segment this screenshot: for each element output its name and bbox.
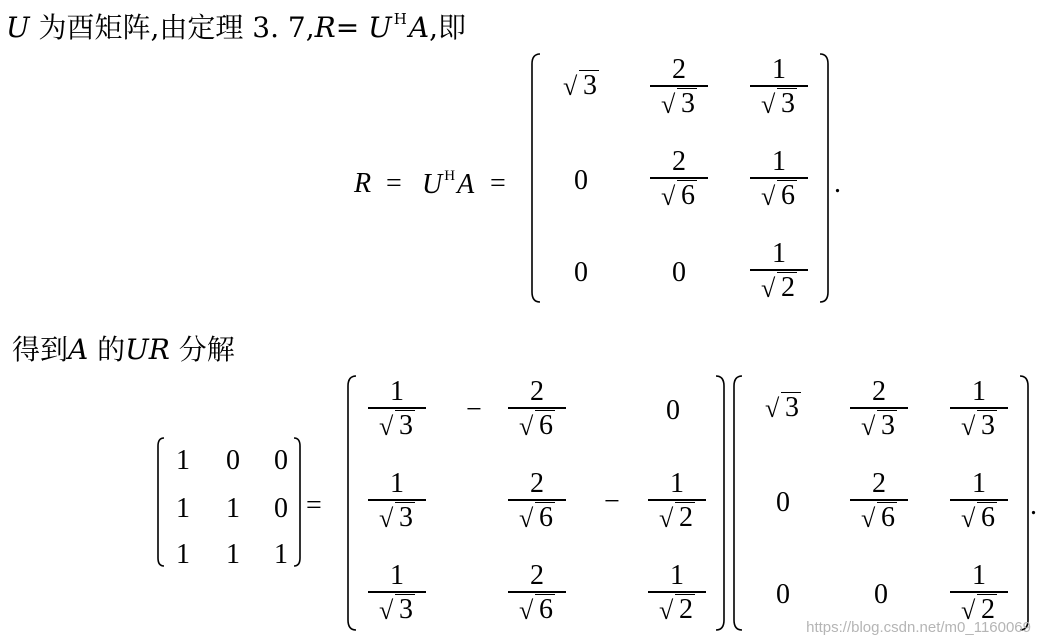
a-matrix-cell: 0 [226,445,240,476]
intro-line [6,6,466,46]
intro-tail: ,即 [429,11,466,44]
r13: 1 √ 3 [744,56,814,119]
a-matrix-cell: 0 [274,445,288,476]
equals-sign: = [335,11,369,44]
r2-13: 1 √ 3 [944,378,1014,441]
eq1-period: . [834,168,841,199]
r2-33: 1 √ 2 [944,562,1014,625]
r2-11: √ 3 [765,392,799,423]
a-matrix-cell: 0 [274,493,288,524]
r21: 0 [574,165,588,196]
r2-32: 0 [874,579,888,610]
a-matrix-cell: 1 [274,539,288,570]
u12-sign: − [466,394,482,425]
r2-21: 0 [776,487,790,518]
eq1-equals-2: = [490,168,506,199]
r12: 2 √ 3 [644,56,714,119]
hermitian-superscript: H [393,10,407,28]
a-matrix-cell: 1 [176,445,190,476]
eq1-equals: = [386,168,402,199]
r31: 0 [574,257,588,288]
u11: 1 √ 3 [362,378,432,441]
watermark: https://blog.csdn.net/m0_1160069 [806,619,1031,636]
r2-23: 1 √ 6 [944,470,1014,533]
r2-22: 2 √ 6 [844,470,914,533]
u31: 1 √ 3 [362,562,432,625]
a-matrix-cell: 1 [226,493,240,524]
u33: 1 √ 2 [642,562,712,625]
r23: 1 √ 6 [744,148,814,211]
eq1-uha: U $^H$A [422,168,475,200]
u13: 0 [666,395,680,426]
r33: 1 √ 2 [744,240,814,303]
u23: 1 √ 2 [642,470,712,533]
eq2-period: . [1030,490,1037,521]
eq1-r: R [354,168,372,199]
symbol-r: R [314,11,336,44]
r11: √ 3 [563,70,597,101]
symbol-u: U [368,11,392,44]
r22: 2 √ 6 [644,148,714,211]
symbol-a: A [408,11,430,44]
a-matrix-cell: 1 [176,539,190,570]
symbol-u: U [6,11,30,44]
u21: 1 √ 3 [362,470,432,533]
r2-31: 0 [776,579,790,610]
r2-12: 2 √ 3 [844,378,914,441]
u23-sign: − [604,486,620,517]
a-matrix-cell: 1 [176,493,190,524]
u22: 2 √ 6 [502,470,572,533]
u32: 2 √ 6 [502,562,572,625]
u12: 2 √ 6 [502,378,572,441]
a-matrix-cell: 1 [226,539,240,570]
intro-text: 为酉矩阵,由定理 3. 7, [29,11,315,44]
r32: 0 [672,257,686,288]
eq2-equals: = [306,490,322,521]
ur-line: 得到A 的UR 分解 [12,333,235,366]
